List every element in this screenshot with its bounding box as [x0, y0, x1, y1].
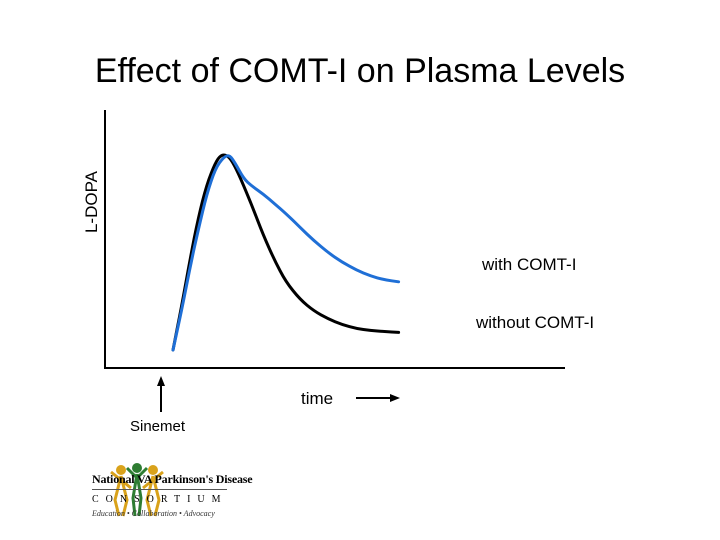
sinemet-label: Sinemet [130, 418, 186, 435]
y-axis-label: L-DOPA [82, 170, 101, 234]
chart-title: Effect of COMT-I on Plasma Levels [94, 52, 626, 90]
x-axis-label: time [301, 389, 334, 408]
logo-line1: National VA Parkinson's Disease [92, 472, 253, 486]
series-label-with: with COMT-I [482, 255, 577, 274]
series-line-without-comt-i [173, 155, 399, 350]
logo-text [92, 472, 252, 518]
series-label-without: without COMT-I [476, 313, 595, 332]
logo-rule [92, 489, 227, 490]
logo-line3: Education • Collaboration • Advocacy [92, 509, 215, 518]
sinemet-arrow-head [157, 376, 165, 386]
logo-line2: CONSORTIUM [92, 494, 228, 505]
time-arrow-head [390, 394, 400, 402]
series-layer [173, 155, 399, 350]
